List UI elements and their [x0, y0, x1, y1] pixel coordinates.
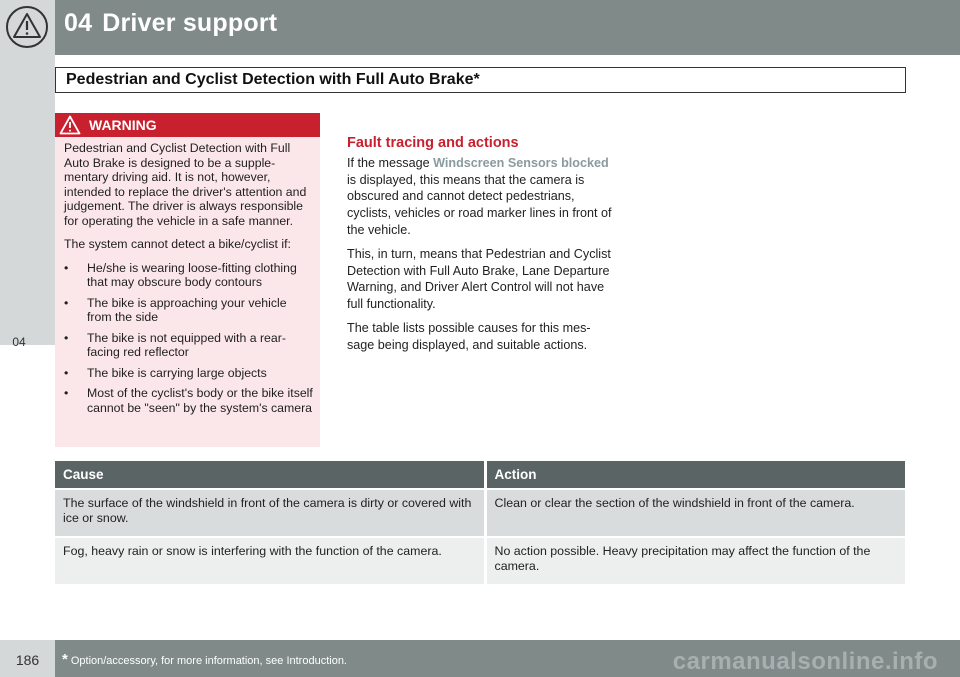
- bullet: •: [64, 386, 69, 400]
- warning-box: [55, 113, 320, 447]
- list-item: [64, 296, 314, 325]
- chapter-title: [64, 9, 277, 38]
- list-item: [64, 386, 314, 415]
- fault-text: If the message: [347, 155, 434, 170]
- cause-cell: The surface of the windshield in front of the camera is dirty or covered with ice or snow.: [55, 489, 485, 537]
- column-header-cause: Cause: [55, 461, 485, 489]
- page-footer: [0, 640, 960, 677]
- bullet: •: [64, 260, 69, 275]
- warning-body: [64, 141, 314, 421]
- chapter-header: [0, 0, 960, 55]
- chapter-name: Driver support: [102, 9, 278, 37]
- fault-paragraph: The table lists possible causes for this mes-sage being displayed, and suitable actions.: [347, 320, 591, 352]
- warning-paragraph: Pedestrian and Cyclist Detection with Full Auto Brake is designed to be a supple-mentary driving aid. It is not, however, intended to replace the driver's attention and judgement. The driver is always responsible for operating the vehicle in a safe manner.: [64, 141, 307, 228]
- action-cell: No action possible. Heavy precipitation may affect the function of the camera.: [485, 537, 905, 584]
- fault-text: is displayed, this means that the camera is obscured and cannot detect pedestrians, cyclists, vehicles or road marker lines in front of the vehicle.: [347, 172, 612, 237]
- bullet: •: [64, 330, 69, 345]
- chapter-number: 04: [64, 9, 93, 37]
- warning-header: [55, 113, 320, 137]
- page-number: 186: [15, 652, 40, 668]
- header-icon-box: [0, 0, 55, 55]
- chapter-tab-label: 04: [12, 335, 26, 349]
- fault-paragraph: This, in turn, means that Pedestrian and Cyclist Detection with Full Auto Brake, Lane Departure Warning, and Driver Alert Control will not have full functionality.: [347, 246, 611, 312]
- footnote-text: Option/accessory, for more information, see Introduction.: [70, 655, 347, 667]
- section-title-bar: [55, 67, 906, 93]
- footnote-star: *: [62, 651, 68, 668]
- cause-action-table: [55, 461, 905, 584]
- list-item-text: Most of the cyclist's body or the bike itself cannot be "seen" by the system's camera: [87, 386, 313, 415]
- warning-triangle-icon: [5, 5, 49, 49]
- bullet: •: [64, 365, 69, 380]
- warning-list: [64, 261, 314, 416]
- column-header-action: Action: [485, 461, 905, 489]
- fault-heading: Fault tracing and actions: [347, 135, 519, 151]
- warning-title: WARNING: [89, 117, 157, 133]
- warning-triangle-icon: [59, 115, 81, 135]
- fault-tracing-section: [347, 135, 612, 361]
- list-item-text: The bike is not equipped with a rear-facing red reflector: [87, 330, 286, 359]
- list-item: [64, 331, 314, 360]
- warning-paragraph: The system cannot detect a bike/cyclist if:: [64, 237, 291, 251]
- watermark: carmanualsonline.info: [672, 648, 938, 675]
- action-cell: Clean or clear the section of the windshield in front of the camera.: [485, 489, 905, 537]
- chapter-tab: [0, 55, 55, 349]
- page-number-box: [0, 640, 55, 677]
- list-item-text: The bike is approaching your vehicle from the side: [87, 295, 287, 324]
- fault-paragraph: [347, 155, 612, 239]
- list-item-text: The bike is carrying large objects: [87, 365, 267, 380]
- section-title: Pedestrian and Cyclist Detection with Full Auto Brake*: [66, 71, 480, 88]
- bullet: •: [64, 295, 69, 310]
- display-message: Windscreen Sensors blocked: [433, 155, 609, 170]
- list-item: [64, 261, 314, 290]
- table-row: [55, 537, 905, 584]
- cause-cell: Fog, heavy rain or snow is interfering with the function of the camera.: [55, 537, 485, 584]
- list-item: [64, 366, 314, 381]
- footnote: [62, 651, 347, 668]
- table-row: [55, 489, 905, 537]
- table-header-row: [55, 461, 905, 489]
- list-item-text: He/she is wearing loose-fitting clothing that may obscure body contours: [87, 260, 297, 289]
